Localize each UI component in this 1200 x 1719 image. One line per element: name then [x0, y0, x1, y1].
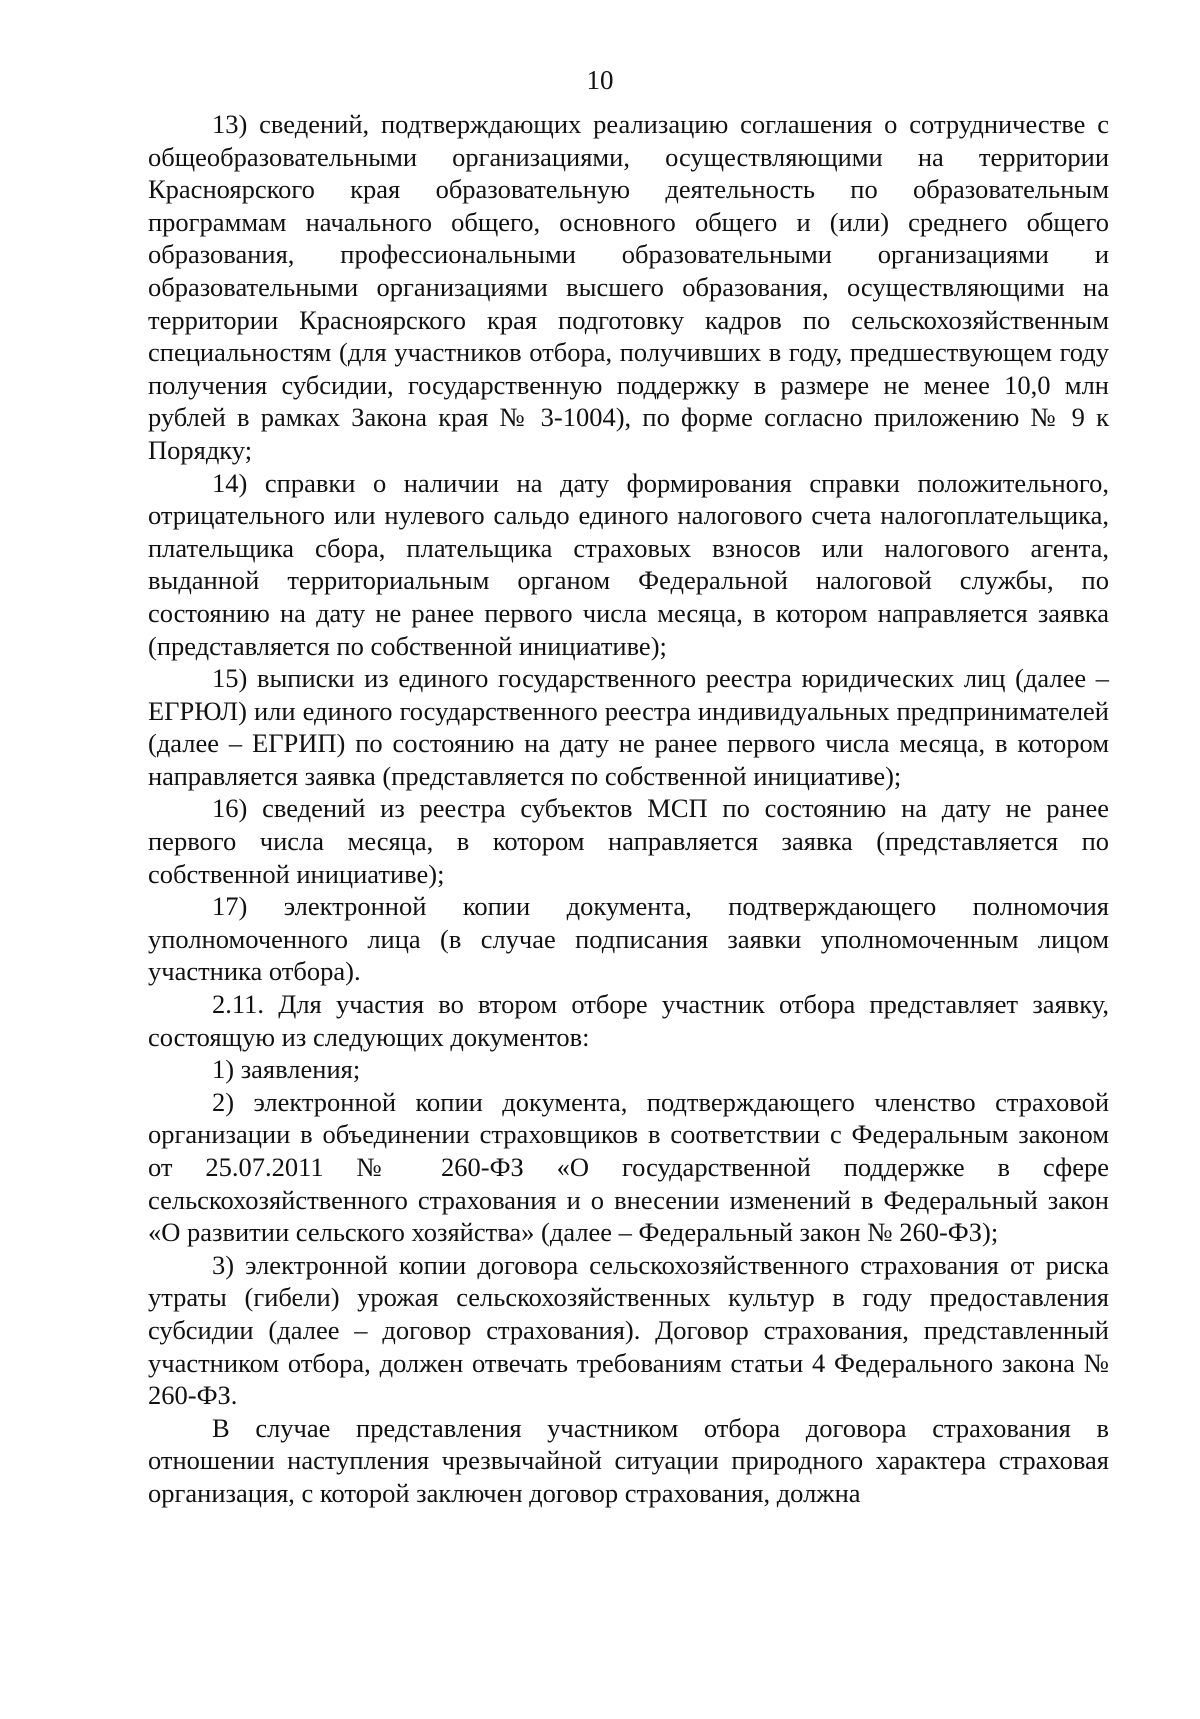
paragraph-item-16: 16) сведений из реестра субъектов МСП по состоянию на дату не ранее первого числа месяца, в котором направляется заявка (представляется по собственной инициативе);	[148, 793, 1109, 889]
paragraph-item-17: 17) электронной копии документа, подтверждающего полномочия уполномоченного лица (в случае подписания заявки уполномоченным лицом участника отбора).	[148, 891, 1109, 987]
paragraph-insurance-case: В случае представления участником отбора договора страхования в отношении наступления чрезвычайной ситуации природного характера страховая организация, с которой заключен договор страхования, должна	[148, 1412, 1109, 1508]
paragraph-list-item-3: 3) электронной копии договора сельскохозяйственного страхования от риска утраты (гибели) урожая сельскохозяйственных культур в году предоставления субсидии (далее – договор страхования). Договор страхования, представленный участником отбора, должен отвечать требованиям статьи 4 Федерального закона № 260-ФЗ.	[148, 1249, 1109, 1411]
page-number: 10	[586, 65, 614, 95]
paragraph-item-15: 15) выписки из единого государственного реестра юридических лиц (далее – ЕГРЮЛ) или единого государственного реестра индивидуальных предпринимателей (далее – ЕГРИП) по состоянию на дату не ранее первого числа месяца, в котором направляется заявка (представляется по собственной инициативе);	[148, 663, 1109, 791]
paragraph-list-item-1: 1) заявления;	[212, 1054, 361, 1085]
paragraph-clause-2-11: 2.11. Для участия во втором отборе участник отбора представляет заявку, состоящую из следующих документов:	[148, 989, 1109, 1052]
paragraph-item-13: 13) сведений, подтверждающих реализацию соглашения о сотрудничестве с общеобразовательными организациями, осуществляющими на территории Красноярского края образовательную деятельность по образовательным программам начального общего, основного общего и (или) среднего общего образования, профессиональными образовательными организациями и образовательными организациями высшего образования, осуществляющими на территории Красноярского края подготовку кадров по сельскохозяйственным специальностям (для участников отбора, получивших в году, предшествующем году получения субсидии, государственную поддержку в размере не менее 10,0 млн рублей в рамках Закона края № 3-1004), по форме согласно приложению № 9 к Порядку;	[148, 109, 1109, 465]
paragraph-item-14: 14) справки о наличии на дату формирования справки положительного, отрицательного или нулевого сальдо единого налогового счета налогоплательщика, плательщика сбора, плательщика страховых взносов или налогового агента, выданной территориальным органом Федеральной налоговой службы, по состоянию на дату не ранее первого числа месяца, в котором направляется заявка (представляется по собственной инициативе);	[148, 467, 1109, 661]
paragraph-list-item-2: 2) электронной копии документа, подтверждающего членство страховой организации в объединении страховщиков в соответствии с Федеральным законом от 25.07.2011 № 260-ФЗ «О государственной поддержке в сфере сельскохозяйственного страхования и о внесении изменений в Федеральный закон «О развитии сельского хозяйства» (далее – Федеральный закон № 260-ФЗ);	[148, 1086, 1109, 1248]
document-body	[148, 108, 1109, 1510]
